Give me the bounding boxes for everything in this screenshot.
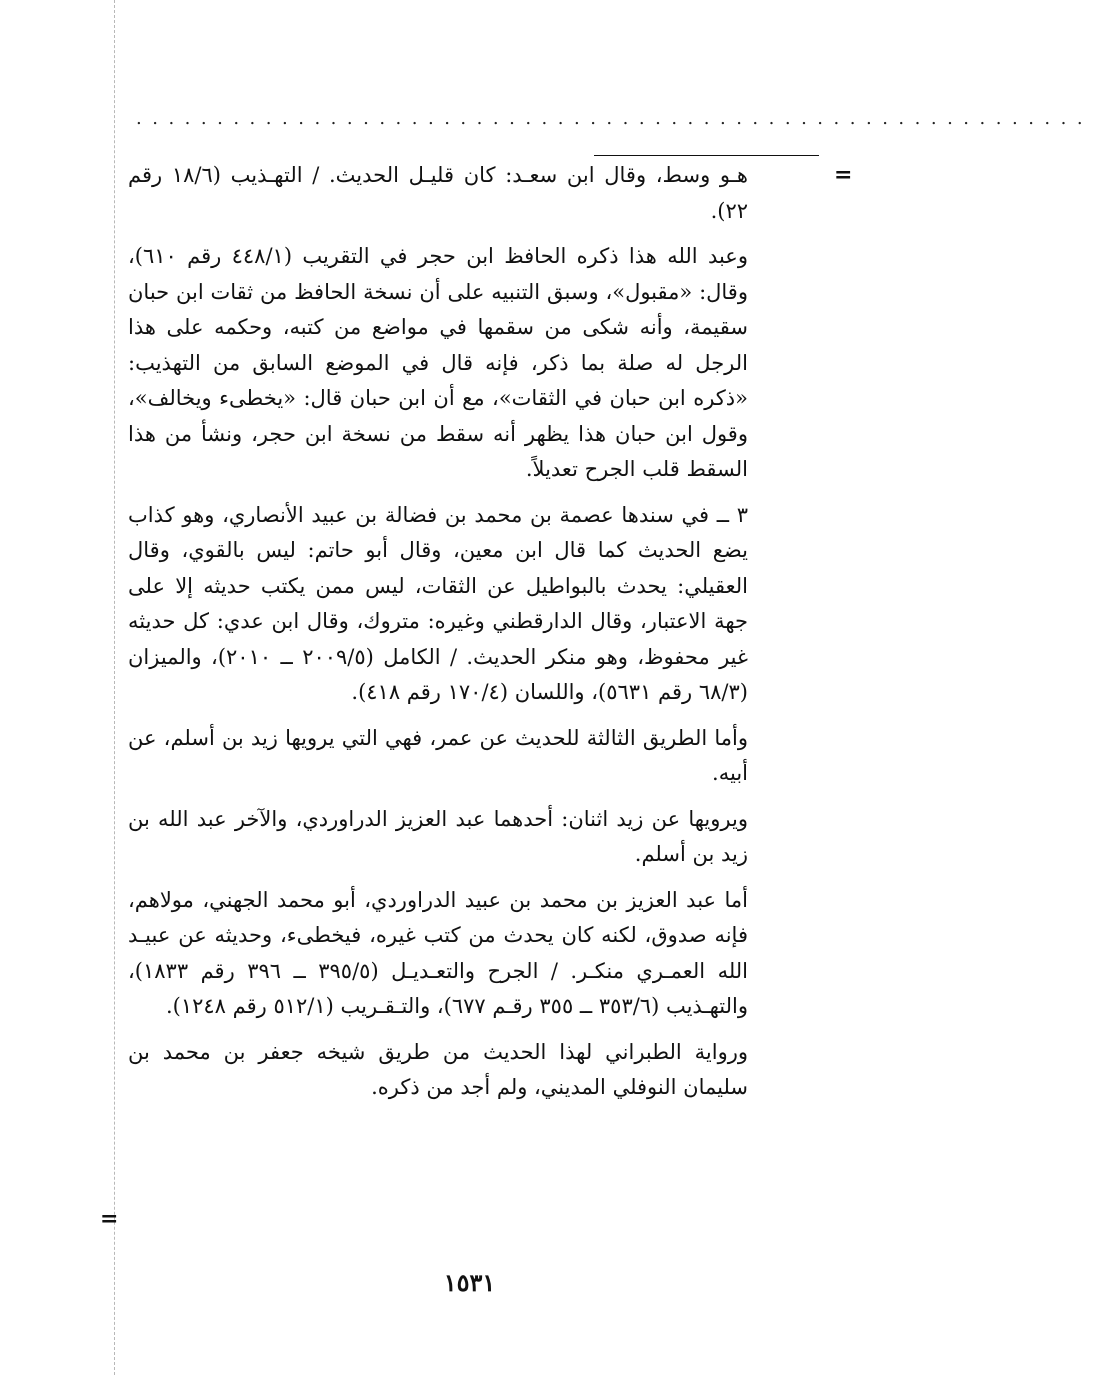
paragraph-2: وعبد الله هذا ذكره الحافظ ابن حجر في التقريب (٤٤٨/١ رقم ٦١٠)، وقال: «مقبول»، وسبق التنبيه على أن نسخة الحافظ من ثقات ابن حبان سقيمة، وأنه شكى من سقمها في مواضع من كتبه، وحكمه على هذا الرجل له صلة بما ذكر، فإنه قال في الموضع السابق من التهذيب: «ذكره ابن حبان في الثقات»، مع أن ابن حبان قال: «يخطىء ويخالف»، وقول ابن حبان هذا يظهر أنه سقط من نسخة ابن حجر، ونشأ من هذا السقط قلب الجرح تعديلاً. xyxy=(128,244,748,481)
paragraph-3: ٣ ــ في سندها عصمة بن محمد بن فضالة بن عبيد الأنصاري، وهو كذاب يضع الحديث كما قال ابن معين، وقال أبو حاتم: ليس بالقوي، وقال العقيلي: يحدث بالبواطيل عن الثقات، ليس ممن يكتب حديثه إلا على جهة الاعتبار، وقال الدارقطني وغيره: متروك، وقال ابن عدي: كل حديثه غير محفوظ، وهو منكر الحديث. / الكامل (٢٠٠٩/٥ ــ ٢٠١٠)، والميزان (٦٨/٣ رقم ٥٦٣١)، واللسان (١٧٠/٤ رقم ٤١٨). xyxy=(128,502,749,704)
paragraph-6: أما عبد العزيز بن محمد بن عبيد الدراوردي، أبو محمد الجهني، مولاهم، فإنه صدوق، لكنه كان يحدث من كتب غيره، فيخطىء، وحديثه عن عبيـد الله العمـري منكـر. / الجرح والتعـديـل (٣٩٥/٥ ــ ٣٩٦ رقم ١٨٣٣)، والتهـذيب (٣٥٣/٦ ــ ٣٥٥ رقـم ٦٧٧)، والتـقـريب (٥١٢/١ رقم ١٢٤٨). xyxy=(128,887,749,1018)
paragraph-7: ورواية الطبراني لهذا الحديث من طريق شيخه جعفر بن محمد بن سليمان النوفلي المديني، ولم أجد من ذكره. xyxy=(128,1039,748,1099)
paragraph-5: ويرويها عن زيد اثنان: أحدهما عبد العزيز الدراوردي، والآخر عبد الله بن زيد بن أسلم. xyxy=(128,806,748,866)
scan-edge-line xyxy=(114,0,115,1375)
page-number: ١٥٣١ xyxy=(443,1268,496,1297)
footnote-rule xyxy=(594,155,819,156)
dotted-separator: ........................................................... xyxy=(136,108,1093,129)
paragraph-4: وأما الطريق الثالثة للحديث عن عمر، فهي التي يرويها زيد بن أسلم، عن أبيه. xyxy=(128,725,748,785)
paragraph-1: هـو وسط، وقال ابن سعـد: كان قليـل الحديث. / التهـذيب (١٨/٦ رقم ٢٢). xyxy=(128,163,748,223)
continuation-mark-right: = xyxy=(834,162,853,188)
footnote-text-block xyxy=(128,158,748,1116)
continuation-mark-left: = xyxy=(100,1206,119,1232)
